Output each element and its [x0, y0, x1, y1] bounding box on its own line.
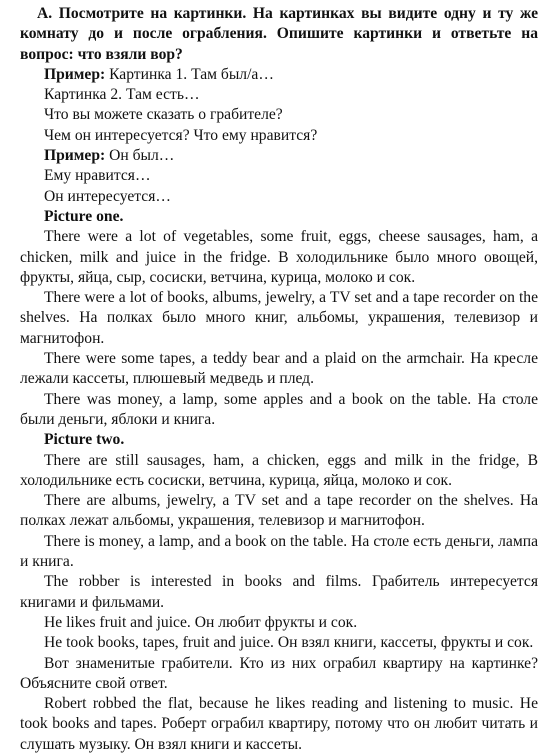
paragraph-table-1: There was money, a lamp, some apples and a book on the table. На столе были деньги, яблоки и книга.: [20, 390, 538, 428]
picture-two-heading: Picture two.: [44, 431, 125, 449]
paragraph-armchair-1: There were some tapes, a teddy bear and a plaid on the armchair. На кресле лежали кассеты, плюшевый медведь и плед.: [20, 350, 538, 388]
picture-one-heading: Picture one.: [44, 207, 124, 225]
question-2: Чем он интересуется? Что ему нравится?: [44, 126, 318, 144]
paragraph-table-2: There is money, a lamp, and a book on the table. На столе есть деньги, лампа и книга.: [20, 532, 538, 571]
example-label: Пример:: [44, 65, 106, 83]
task-heading: A. Посмотрите на картинки. На картинках вы видите одну и ту же комнату до и после ограбления. Опишите картинки и ответьте на вопрос: что взяли вор?: [20, 5, 538, 63]
paragraph-answer: Robert robbed the flat, because he likes reading and listening to music. He took books and tapes. Роберт ограбил квартиру, потому что он любит читать и слушать музыку. Он взял книги и кассеты.: [20, 695, 538, 753]
paragraph-shelves-1: There were a lot of books, albums, jewelry, a TV set and a tape recorder on the shelves. На полках было много книг, альбомы, украшения, телевизор и магнитофон.: [20, 289, 538, 347]
example-2: [20, 146, 538, 166]
paragraph-robber-interest: The robber is interested in books and films. Грабитель интересуется книгами и фильмами.: [20, 573, 538, 611]
paragraph-famous-robbers: Вот знаменитые грабители. Кто из них ограбил квартиру на картинке? Объясните свой ответ.: [20, 654, 538, 692]
example-text: Картинка 1. Там был/а…: [105, 65, 274, 83]
example-2-line-3: Он интересуется…: [44, 187, 171, 205]
paragraph-robber-likes: He likes fruit and juice. Он любит фрукты и сок.: [44, 613, 358, 631]
example-1-line-2: Картинка 2. Там есть…: [44, 86, 200, 104]
paragraph-robber-took: He took books, tapes, fruit and juice. Он взял книги, кассеты, фрукты и сок.: [44, 634, 534, 652]
question-1: Что вы можете сказать о грабителе?: [44, 106, 283, 124]
example-label: Пример:: [44, 147, 106, 165]
paragraph-fridge-1: There were a lot of vegetables, some fruit, eggs, cheese sausages, ham, a chicken, milk and juice in the fridge. В холодильнике было много овощей, фрукты, яйца, сыр, сосиски, ветчина, курица, молоко и сок.: [20, 228, 538, 286]
example-text: Он был…: [105, 147, 175, 165]
example-2-line-2: Ему нравится…: [44, 167, 151, 185]
example-1: [20, 65, 538, 85]
paragraph-fridge-2: There are still sausages, ham, a chicken, eggs and milk in the fridge, В холодильнике есть сосиски, ветчина, курица, яйца, молоко и сок.: [20, 451, 538, 489]
paragraph-shelves-2: There are albums, jewelry, a TV set and a tape recorder on the shelves. На полках лежат альбомы, украшения, телевизор и магнитофон.: [20, 492, 538, 530]
